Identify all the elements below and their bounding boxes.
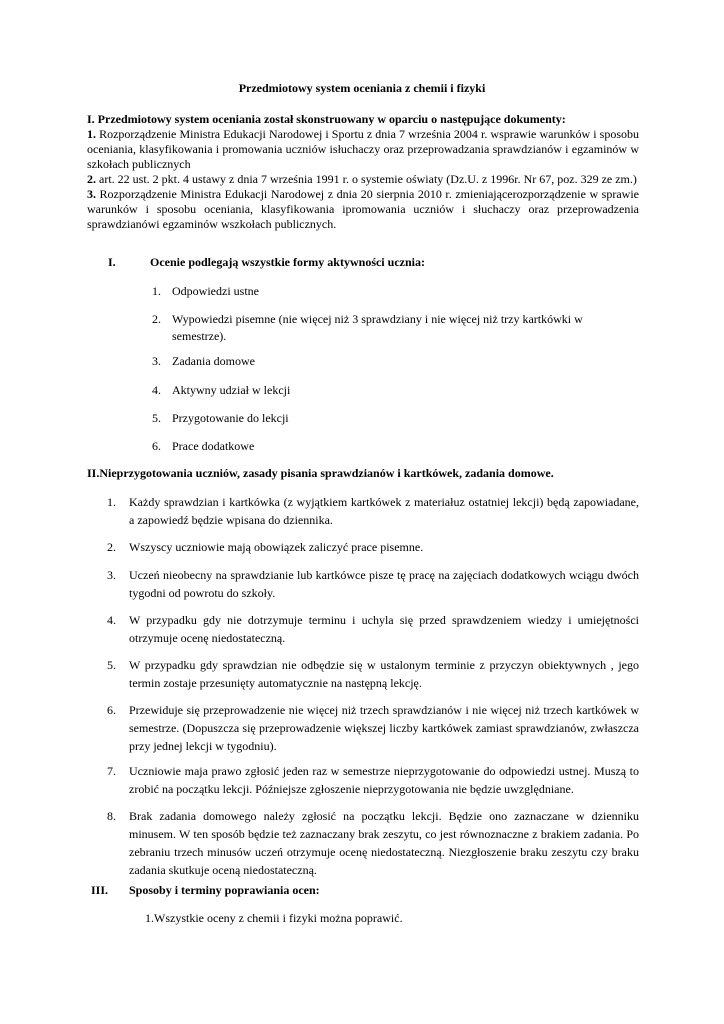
doc-1-number: 1. xyxy=(87,127,96,141)
item-number: 1. xyxy=(152,284,161,298)
item-text: Wszyscy uczniowie mają obowiązek zaliczyć prace pisemne. xyxy=(129,540,424,554)
item-number: 4. xyxy=(152,383,161,397)
item-text: Każdy sprawdzian i kartkówka (z wyjątkiem kartkówek z materiałuz ostatniej lekcji) będą zapowiadane, a zapowiedź będzie wpisana do dziennika. xyxy=(129,495,639,527)
doc-2-text: art. 22 ust. 2 pkt. 4 ustawy z dnia 7 września 1991 r. o systemie oświaty (Dz.U. z 1996r. Nr 67, poz. 329 ze zm.) xyxy=(96,172,637,186)
item-text: Prace dodatkowe xyxy=(172,439,255,453)
item-number: 6. xyxy=(107,703,116,717)
intro-block xyxy=(87,112,639,232)
item-number: 5. xyxy=(107,658,116,672)
item-number: 5. xyxy=(152,411,161,425)
doc-3 xyxy=(87,187,639,232)
item-text: Zadania domowe xyxy=(172,354,255,368)
doc-3-text: Rozporządzenie Ministra Edukacji Narodowej z dnia 20 sierpnia 2010 r. zmieniającerozporządzenie w sprawie warunków i sposobu oceniania, klasyfikowania ipromowania uczniów i słuchaczy oraz przeprowadzenia sprawdzianówi egzaminów wszkołach publicznych. xyxy=(87,187,639,231)
doc-2 xyxy=(87,172,639,187)
item-text: Uczeń nieobecny na sprawdzianie lub kartkówce pisze tę pracę na zajęciach dodatkowych wciągu dwóch tygodni od powrotu do szkoły. xyxy=(129,568,639,600)
item-text: Wypowiedzi pisemne (nie więcej niż 3 sprawdziany i nie więcej niż trzy kartkówki w xyxy=(172,312,583,326)
item-text: W przypadku gdy sprawdzian nie odbędzie się w ustalonym terminie z przyczyn obiektywnych , jego termin zostaje przesunięty automatycznie na następną lekcję. xyxy=(129,658,639,690)
item-number: 4. xyxy=(107,613,116,627)
item-number: 8. xyxy=(107,809,116,823)
section-1-number: I. xyxy=(108,255,116,269)
item-text: Uczniowie maja prawo zgłosić jeden raz w semestrze nieprzygotowanie do odpowiedzi ustnej. Muszą to zrobić na początku lekcji. Późniejsze zgłoszenie nieprzygotowania nie będzie uwzględniane. xyxy=(129,764,639,796)
section-1-title: Ocenie podlegają wszystkie formy aktywności ucznia: xyxy=(150,255,425,269)
item-text: Odpowiedzi ustne xyxy=(172,284,259,298)
item-number: 2. xyxy=(152,312,161,326)
intro-heading: I. Przedmiotowy system oceniania został skonstruowany w oparciu o następujące dokumenty: xyxy=(87,112,566,126)
item-text-continued: semestrze). xyxy=(172,329,227,343)
doc-2-number: 2. xyxy=(87,172,96,186)
doc-1-text: Rozporządzenie Ministra Edukacji Narodowej i Sportu z dnia 7 września 2004 r. wsprawie warunków i sposobu oceniania, klasyfikowania i promowania uczniów isłuchaczy oraz przeprowadzania sprawdzianów i egzaminów w szkołach publicznych xyxy=(87,127,639,171)
section-3-item-1: 1.Wszystkie oceny z chemii i fizyki można poprawić. xyxy=(145,911,403,925)
section-1-heading xyxy=(108,255,628,270)
document-title: Przedmiotowy system oceniania z chemii i fizyki xyxy=(238,81,486,95)
doc-1 xyxy=(87,127,639,172)
section-3-title: Sposoby i terminy poprawiania ocen: xyxy=(129,883,320,897)
item-text: W przypadku gdy nie dotrzymuje terminu i uchyla się przed sprawdzeniem wiedzy i umiejętności otrzymuje ocenę niedostateczną. xyxy=(129,613,639,645)
item-number: 6. xyxy=(152,439,161,453)
item-text: Aktywny udział w lekcji xyxy=(172,383,291,397)
item-number: 3. xyxy=(107,568,116,582)
item-text: Przygotowanie do lekcji xyxy=(172,411,289,425)
item-number: 2. xyxy=(107,540,116,554)
item-number: 7. xyxy=(107,764,116,778)
section-3-number: III. xyxy=(91,883,109,897)
item-number: 1. xyxy=(107,495,116,509)
section-3-heading xyxy=(91,883,611,898)
item-number: 3. xyxy=(152,354,161,368)
item-text: Brak zadania domowego należy zgłosić na początku lekcji. Będzie ono zaznaczane w dzienniku minusem. W ten sposób będzie też zaznaczany brak zeszytu, co jest równoznaczne z brakiem zadania. Po zebraniu trzech minusów uczeń otrzymuje ocenę niedostateczną. Niezgłoszenie braku zeszytu czy braku zadania skutkuje oceną niedostateczną. xyxy=(129,809,639,877)
doc-3-number: 3. xyxy=(87,187,96,201)
item-text: Przewiduje się przeprowadzenie nie więcej niż trzech sprawdzianów i nie więcej niż trzech kartkówek w semestrze. (Dopuszcza się przeprowadzenie większej liczby kartkówek zamiast sprawdzianów, zwłaszcza przy jednej lekcji w tygodniu). xyxy=(129,703,639,753)
section-2-heading: II.Nieprzygotowania uczniów, zasady pisania sprawdzianów i kartkówek, zadania domowe. xyxy=(87,466,554,480)
